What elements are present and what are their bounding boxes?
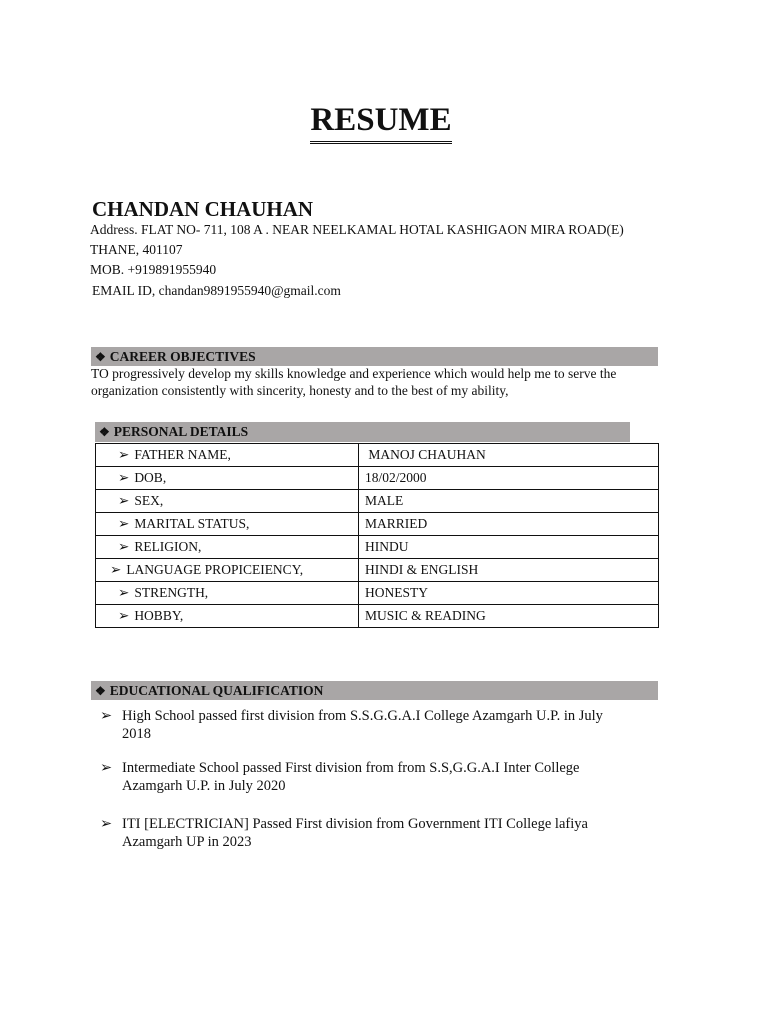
detail-label-cell [96,536,359,559]
detail-label: RELIGION, [134,539,202,554]
detail-value: HINDU [359,536,659,559]
arrowhead-icon: ➢ [100,816,113,832]
arrowhead-icon: ➢ [118,470,130,485]
detail-label: FATHER NAME, [134,447,231,462]
career-objectives-heading: CAREER OBJECTIVES [109,349,256,364]
detail-label-cell [96,559,359,582]
address-line-2: THANE, 401107 [90,242,183,257]
mobile-number: MOB. +919891955940 [90,262,217,277]
address-line-1: Address. FLAT NO- 711, 108 A . NEAR NEELKAMAL HOTAL KASHIGAON MIRA ROAD(E) [90,222,624,237]
table-row [96,582,659,605]
detail-label: SEX, [134,493,164,508]
arrowhead-icon: ➢ [118,608,130,623]
email-address: EMAIL ID, chandan9891955940@gmail.com [92,283,341,298]
education-header [91,681,658,700]
education-item-line-1: Intermediate School passed First division from from S.S,G.G.A.I Inter College [122,760,580,776]
education-heading: EDUCATIONAL QUALIFICATION [109,683,324,698]
detail-label: STRENGTH, [134,585,209,600]
table-row [96,559,659,582]
resume-title [0,100,762,144]
education-item-line-1: ITI [ELECTRICIAN] Passed First division from Government ITI College lafiya [122,816,588,832]
diamond-cluster-icon: ❖ [95,350,106,364]
career-objective-line-2: organization consistently with sincerity, honesty and to the best of my ability, [91,382,509,398]
arrowhead-icon: ➢ [100,708,113,724]
detail-label-cell [96,605,359,628]
detail-label-cell [96,490,359,513]
arrowhead-icon: ➢ [118,493,130,508]
candidate-name: CHANDAN CHAUHAN [92,197,314,221]
detail-label-cell [96,467,359,490]
table-row [96,605,659,628]
detail-label: DOB, [134,470,167,485]
education-item [100,815,660,851]
arrowhead-icon: ➢ [118,539,130,554]
arrowhead-icon: ➢ [110,562,122,577]
education-item [100,759,660,795]
detail-label: HOBBY, [134,608,184,623]
personal-details-header [95,422,630,442]
personal-details-body [96,444,659,628]
career-objective-text [91,366,661,399]
education-item-line-2: 2018 [122,726,151,742]
detail-label-cell [96,444,359,467]
table-row [96,444,659,467]
personal-details-heading: PERSONAL DETAILS [113,424,249,439]
personal-details-table [95,443,659,628]
arrowhead-icon: ➢ [118,585,130,600]
career-objective-line-1: TO progressively develop my skills knowledge and experience which would help me to serve the [91,366,617,381]
arrowhead-icon: ➢ [100,760,113,776]
detail-value: HONESTY [359,582,659,605]
education-item [100,707,660,743]
detail-label-cell [96,513,359,536]
detail-label: MARITAL STATUS, [134,516,250,531]
detail-label: LANGUAGE PROPICEIENCY, [126,562,304,577]
detail-value: MARRIED [359,513,659,536]
detail-value: HINDI & ENGLISH [359,559,659,582]
diamond-cluster-icon: ❖ [95,684,106,698]
education-item-line-2: Azamgarh U.P. in July 2020 [122,778,286,794]
detail-value: MALE [359,490,659,513]
arrowhead-icon: ➢ [118,516,130,531]
table-row [96,467,659,490]
education-item-line-1: High School passed first division from S.S.G.G.A.I College Azamgarh U.P. in July [122,708,603,724]
resume-title-text: RESUME [310,100,451,144]
arrowhead-icon: ➢ [118,447,130,462]
education-item-line-2: Azamgarh UP in 2023 [122,834,252,850]
detail-value: 18/02/2000 [359,467,659,490]
table-row [96,513,659,536]
diamond-cluster-icon: ❖ [99,425,110,439]
table-row [96,490,659,513]
detail-value: MUSIC & READING [359,605,659,628]
table-row [96,536,659,559]
detail-value: MANOJ CHAUHAN [359,444,659,467]
career-objectives-header [91,347,658,366]
detail-label-cell [96,582,359,605]
